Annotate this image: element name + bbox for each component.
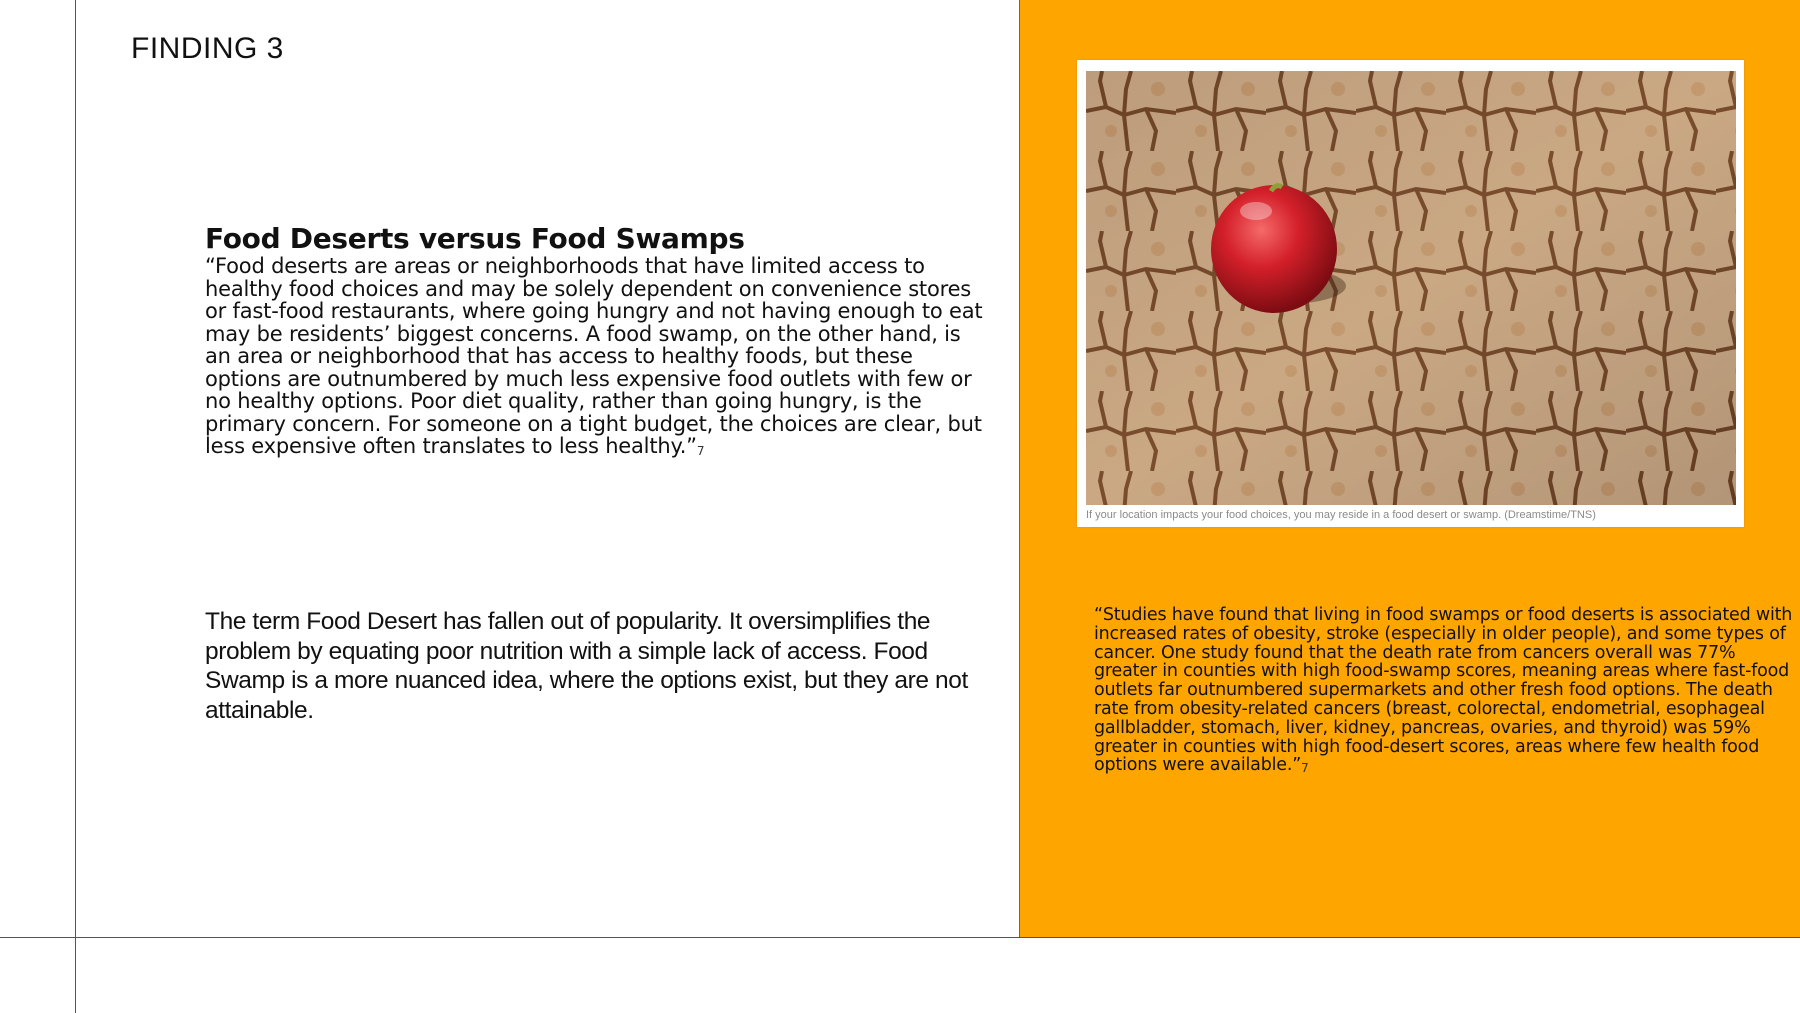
study-quote bbox=[1094, 606, 1800, 778]
section-heading: Food Deserts versus Food Swamps bbox=[205, 222, 745, 255]
definition-quote-text: “Food deserts are areas or neighborhoods that have limited access to healthy food choices and may be solely dependent on convenience stores or fast-food restaurants, where going hungry and not having enough to eat may be residents’ biggest concerns. A food swamp, on the other hand, is an area or neighborhood that has access to healthy foods, but these options are outnumbered by much less expensive food outlets with few or no healthy options. Poor diet quality, rather than going hungry, is the primary concern. For someone on a tight budget, the choices are clear, but less expensive often translates to less healthy.” bbox=[205, 254, 983, 458]
photo-card bbox=[1077, 60, 1744, 527]
study-quote-text: “Studies have found that living in food swamps or food deserts is associated with increased rates of obesity, stroke (especially in older people), and some types of cancer. One study found that the death rate from cancers overall was 77% greater in counties with high food-swamp scores, meaning areas where fast-food outlets far outnumbered supermarkets and other fresh food options. The death rate from obesity-related cancers (breast, colorectal, endometrial, esophageal gallbladder, stomach, liver, kidney, pancreas, ovaries, and thyroid) was 59% greater in counties with high food-desert scores, areas where few health food options were available.” bbox=[1094, 605, 1793, 776]
horizontal-rule bbox=[0, 937, 1800, 938]
definition-quote bbox=[205, 255, 985, 463]
footnote-ref: 7 bbox=[1301, 761, 1309, 776]
footnote-ref: 7 bbox=[696, 444, 705, 458]
commentary-paragraph: The term Food Desert has fallen out of popularity. It oversimplifies the problem by equating poor nutrition with a simple lack of access. Food Swamp is a more nuanced idea, where the options exist, but they are not attainable. bbox=[205, 608, 968, 724]
apple-on-cracked-earth-photo bbox=[1086, 71, 1736, 505]
photo-caption: If your location impacts your food choices, you may reside in a food desert or swamp. (Dreamstime/TNS) bbox=[1086, 509, 1596, 521]
finding-label: FINDING 3 bbox=[131, 32, 284, 65]
vertical-rule bbox=[75, 0, 76, 1013]
